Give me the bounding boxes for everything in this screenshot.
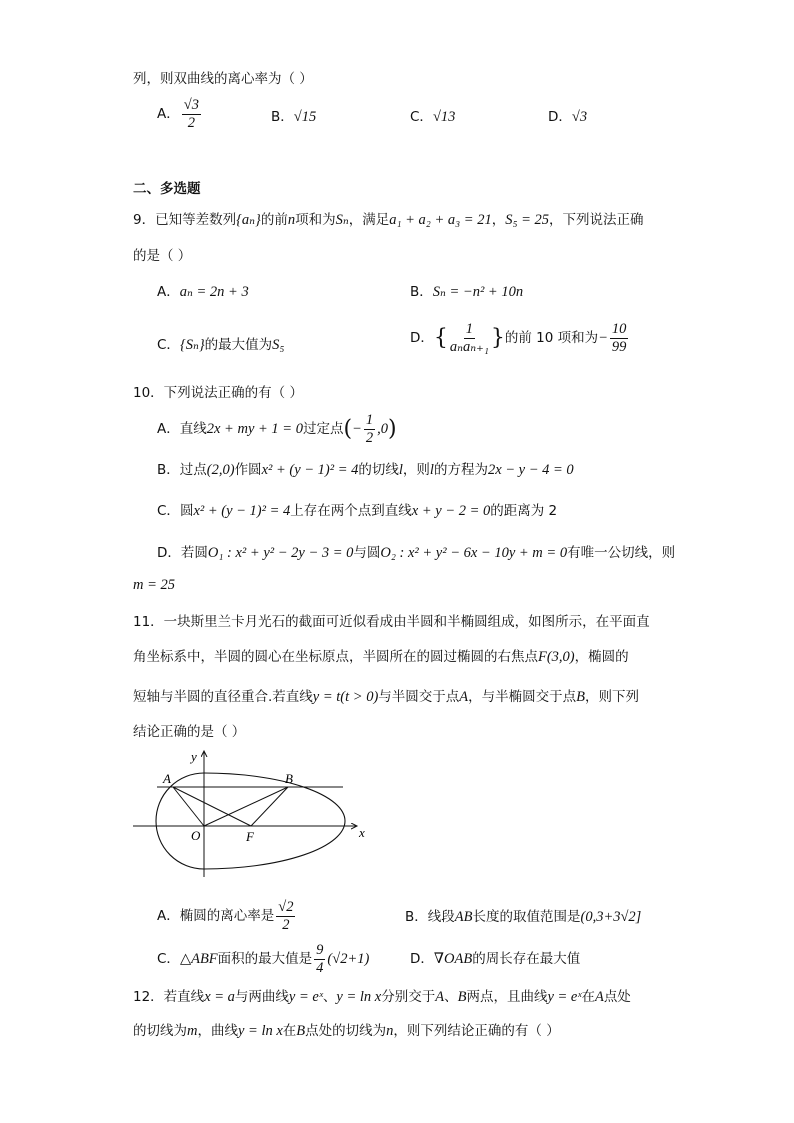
- denominator: 2: [187, 114, 195, 131]
- segment-af: [173, 787, 251, 826]
- option-label: C．: [157, 951, 180, 967]
- text: 在: [282, 1023, 297, 1039]
- q9-option-a[interactable]: [157, 280, 249, 301]
- option-label: C．: [157, 337, 180, 353]
- math: S₅: [272, 337, 285, 353]
- math: y = ln x: [336, 989, 382, 1005]
- fraction: [314, 943, 325, 975]
- text: 圆: [179, 503, 194, 519]
- math: m: [187, 1023, 198, 1039]
- text: 过定点: [302, 421, 344, 437]
- text: 在: [581, 989, 595, 1005]
- text: ，满足: [348, 212, 390, 228]
- q9-stem: [133, 208, 644, 229]
- q9-stem-line2: 的是（ ）: [133, 248, 192, 264]
- numerator: √3: [183, 97, 199, 113]
- text: 分别交于: [381, 989, 436, 1005]
- text: 两点，且曲线: [466, 989, 548, 1005]
- label-o: O: [191, 828, 201, 843]
- q11-figure: [125, 745, 380, 880]
- math: x + y − 2 = 0: [411, 503, 491, 519]
- text: ，则下列: [585, 689, 639, 705]
- text: 若圆: [180, 545, 208, 561]
- text: 、: [322, 989, 337, 1005]
- q9-option-b[interactable]: [410, 280, 523, 301]
- denominator: 99: [611, 338, 627, 355]
- math: y = eˣ: [547, 989, 582, 1005]
- text: 的周长存在最大值: [472, 951, 581, 967]
- text: ，: [491, 212, 506, 228]
- text: 点处的切线为: [305, 1023, 387, 1039]
- text: ，椭圆的: [574, 649, 629, 665]
- numerator: 9: [316, 942, 324, 958]
- math: n: [386, 1023, 394, 1039]
- text: 面积的最大值是: [217, 951, 313, 967]
- math: (0,3+3√2]: [580, 909, 642, 925]
- math: O₁ : x² + y² − 2y − 3 = 0: [207, 545, 354, 561]
- text: 项和为: [295, 212, 336, 228]
- option-label: B．: [271, 109, 294, 125]
- paren-right: ): [387, 416, 397, 442]
- math: −: [598, 330, 608, 346]
- q8-option-b[interactable]: [271, 105, 316, 126]
- math: n: [287, 212, 296, 228]
- math: {Sₙ}: [179, 337, 205, 353]
- numerator: √2: [278, 899, 294, 915]
- text: 过点: [179, 462, 207, 478]
- option-label: C．: [157, 503, 180, 519]
- math: Sₙ: [335, 212, 349, 228]
- q11-option-d[interactable]: [410, 947, 580, 968]
- math: S₅ = 25: [505, 212, 550, 228]
- fraction: [276, 900, 295, 932]
- option-label: B．: [405, 909, 428, 925]
- text: 12．若直线: [133, 989, 205, 1005]
- q11-option-b[interactable]: [405, 905, 641, 926]
- q8-option-c[interactable]: [410, 105, 455, 126]
- label-b: B: [285, 771, 293, 786]
- numerator: 1: [365, 412, 374, 428]
- fraction: [182, 98, 201, 130]
- q11-option-c[interactable]: [157, 943, 369, 975]
- option-label: D．: [410, 951, 434, 967]
- q8-option-d[interactable]: [548, 105, 587, 126]
- math: A: [459, 689, 469, 705]
- option-value: √3: [571, 109, 588, 125]
- denominator: 4: [316, 959, 324, 976]
- q11-stem-l4: 结论正确的是（ ）: [133, 724, 246, 740]
- math: l: [398, 462, 403, 478]
- q10-stem: 10．下列说法正确的有（ ）: [133, 385, 303, 401]
- q8-tail: 列，则双曲线的离心率为（ ）: [133, 71, 313, 87]
- fraction: [364, 413, 375, 445]
- brace-left: {: [433, 325, 448, 351]
- math: AB: [454, 909, 473, 925]
- math: B: [576, 689, 585, 705]
- math: (√2+1): [327, 951, 370, 967]
- paren-left: (: [343, 416, 353, 442]
- math: y = ln x: [237, 1023, 283, 1039]
- brace-right: }: [490, 325, 505, 351]
- text: ，曲线: [197, 1023, 238, 1039]
- math: ,0: [377, 421, 388, 437]
- denominator: aₙaₙ₊₁: [449, 338, 489, 355]
- option-label: A．: [157, 284, 180, 300]
- text: ，则: [402, 462, 430, 478]
- text: 直线: [179, 421, 207, 437]
- text: 的最大值为: [204, 337, 273, 353]
- text: 的方程为: [433, 462, 488, 478]
- math: B: [296, 1023, 306, 1039]
- option-label: A．: [157, 908, 180, 924]
- text: 与两曲线: [234, 989, 289, 1005]
- math: x² + (y − 1)² = 4: [193, 503, 291, 519]
- segment-ao: [173, 787, 204, 826]
- math: y = t(t > 0): [312, 689, 379, 705]
- text: 的前 10 项和为: [504, 330, 599, 346]
- math: B: [457, 989, 467, 1005]
- label-y: y: [191, 749, 197, 764]
- math: y = eˣ: [288, 989, 323, 1005]
- q11-stem-l1: 11．一块斯里兰卡月光石的截面可近似看成由半圆和半椭圆组成，如图所示，在平面直: [133, 614, 650, 630]
- text: ，与半椭圆交于点: [468, 689, 577, 705]
- text: 上存在两个点到直线: [290, 503, 412, 519]
- q9-option-c[interactable]: [157, 333, 284, 354]
- math: {aₙ}: [236, 212, 261, 228]
- math: A: [435, 989, 445, 1005]
- q12-stem-l1: [133, 985, 631, 1006]
- q12-stem-l2: [133, 1019, 560, 1040]
- math: △ABF: [179, 951, 218, 967]
- text: 角坐标系中，半圆的圆心在坐标原点，半圆所在的圆过椭圆的右焦点: [133, 649, 538, 665]
- q9-option-d[interactable]: [410, 322, 630, 354]
- text: 的切线: [358, 462, 399, 478]
- q11-option-a[interactable]: [157, 900, 297, 932]
- denominator: 2: [365, 429, 374, 446]
- option-label: C．: [410, 109, 433, 125]
- math: ∇OAB: [433, 951, 473, 967]
- text: 的切线为: [133, 1023, 187, 1039]
- segment-ob: [204, 787, 288, 826]
- text: 线段: [427, 909, 455, 925]
- text: 与圆: [353, 545, 381, 561]
- text: ，下列说法正确: [549, 212, 644, 228]
- label-a: A: [163, 771, 171, 786]
- math: Sₙ = −n² + 10n: [432, 284, 524, 300]
- segment-bf: [251, 787, 288, 826]
- math: (2,0): [206, 462, 235, 478]
- option-label: D．: [157, 545, 181, 561]
- q11-stem-l2: [133, 645, 629, 666]
- option-label: A．: [157, 421, 180, 437]
- numerator: 10: [611, 321, 627, 337]
- text: ，则下列结论正确的有（ ）: [393, 1023, 560, 1039]
- text: 长度的取值范围是: [472, 909, 581, 925]
- option-label: D．: [410, 330, 434, 346]
- text: 点处: [603, 989, 631, 1005]
- fraction: [450, 322, 489, 354]
- math: l: [429, 462, 434, 478]
- fraction: [610, 322, 629, 354]
- q10-option-b[interactable]: [157, 458, 574, 479]
- text: 与半圆交于点: [378, 689, 460, 705]
- q10-option-a[interactable]: [157, 413, 397, 445]
- math: −: [352, 421, 362, 437]
- text: 9．已知等差数列: [133, 212, 237, 228]
- math: F(3,0): [538, 649, 575, 665]
- text: 作圆: [234, 462, 262, 478]
- numerator: 1: [465, 321, 473, 337]
- math: aₙ = 2n + 3: [179, 284, 249, 300]
- math: 2x + my + 1 = 0: [206, 421, 303, 437]
- label-f: F: [246, 829, 254, 844]
- option-value: √15: [293, 109, 317, 125]
- math: O₂ : x² + y² − 6x − 10y + m = 0: [380, 545, 568, 561]
- math: x² + (y − 1)² = 4: [261, 462, 359, 478]
- text: 有唯一公切线，则: [567, 545, 676, 561]
- option-label: D．: [548, 109, 572, 125]
- q8-option-a[interactable]: [157, 98, 203, 130]
- section-title: 二、多选题: [133, 181, 201, 197]
- option-label: B．: [157, 462, 180, 478]
- q10-option-d[interactable]: [157, 541, 675, 562]
- text: 的前: [260, 212, 288, 228]
- option-label: B．: [410, 284, 433, 300]
- option-value: √13: [432, 109, 456, 125]
- q10-option-d-cont: m = 25: [133, 577, 176, 593]
- math: A: [594, 989, 604, 1005]
- denominator: 2: [282, 916, 290, 933]
- text: 短轴与半圆的直径重合.若直线: [133, 689, 313, 705]
- text: 、: [444, 989, 458, 1005]
- math: x = a: [204, 989, 235, 1005]
- option-label: A．: [157, 106, 180, 122]
- q10-option-c[interactable]: [157, 499, 557, 520]
- text: 的距离为 2: [490, 503, 558, 519]
- math: a₁ + a₂ + a₃ = 21: [389, 212, 492, 228]
- q11-stem-l3: [133, 685, 639, 706]
- text: 椭圆的离心率是: [179, 908, 275, 924]
- math: 2x − y − 4 = 0: [487, 462, 574, 478]
- label-x: x: [359, 825, 365, 840]
